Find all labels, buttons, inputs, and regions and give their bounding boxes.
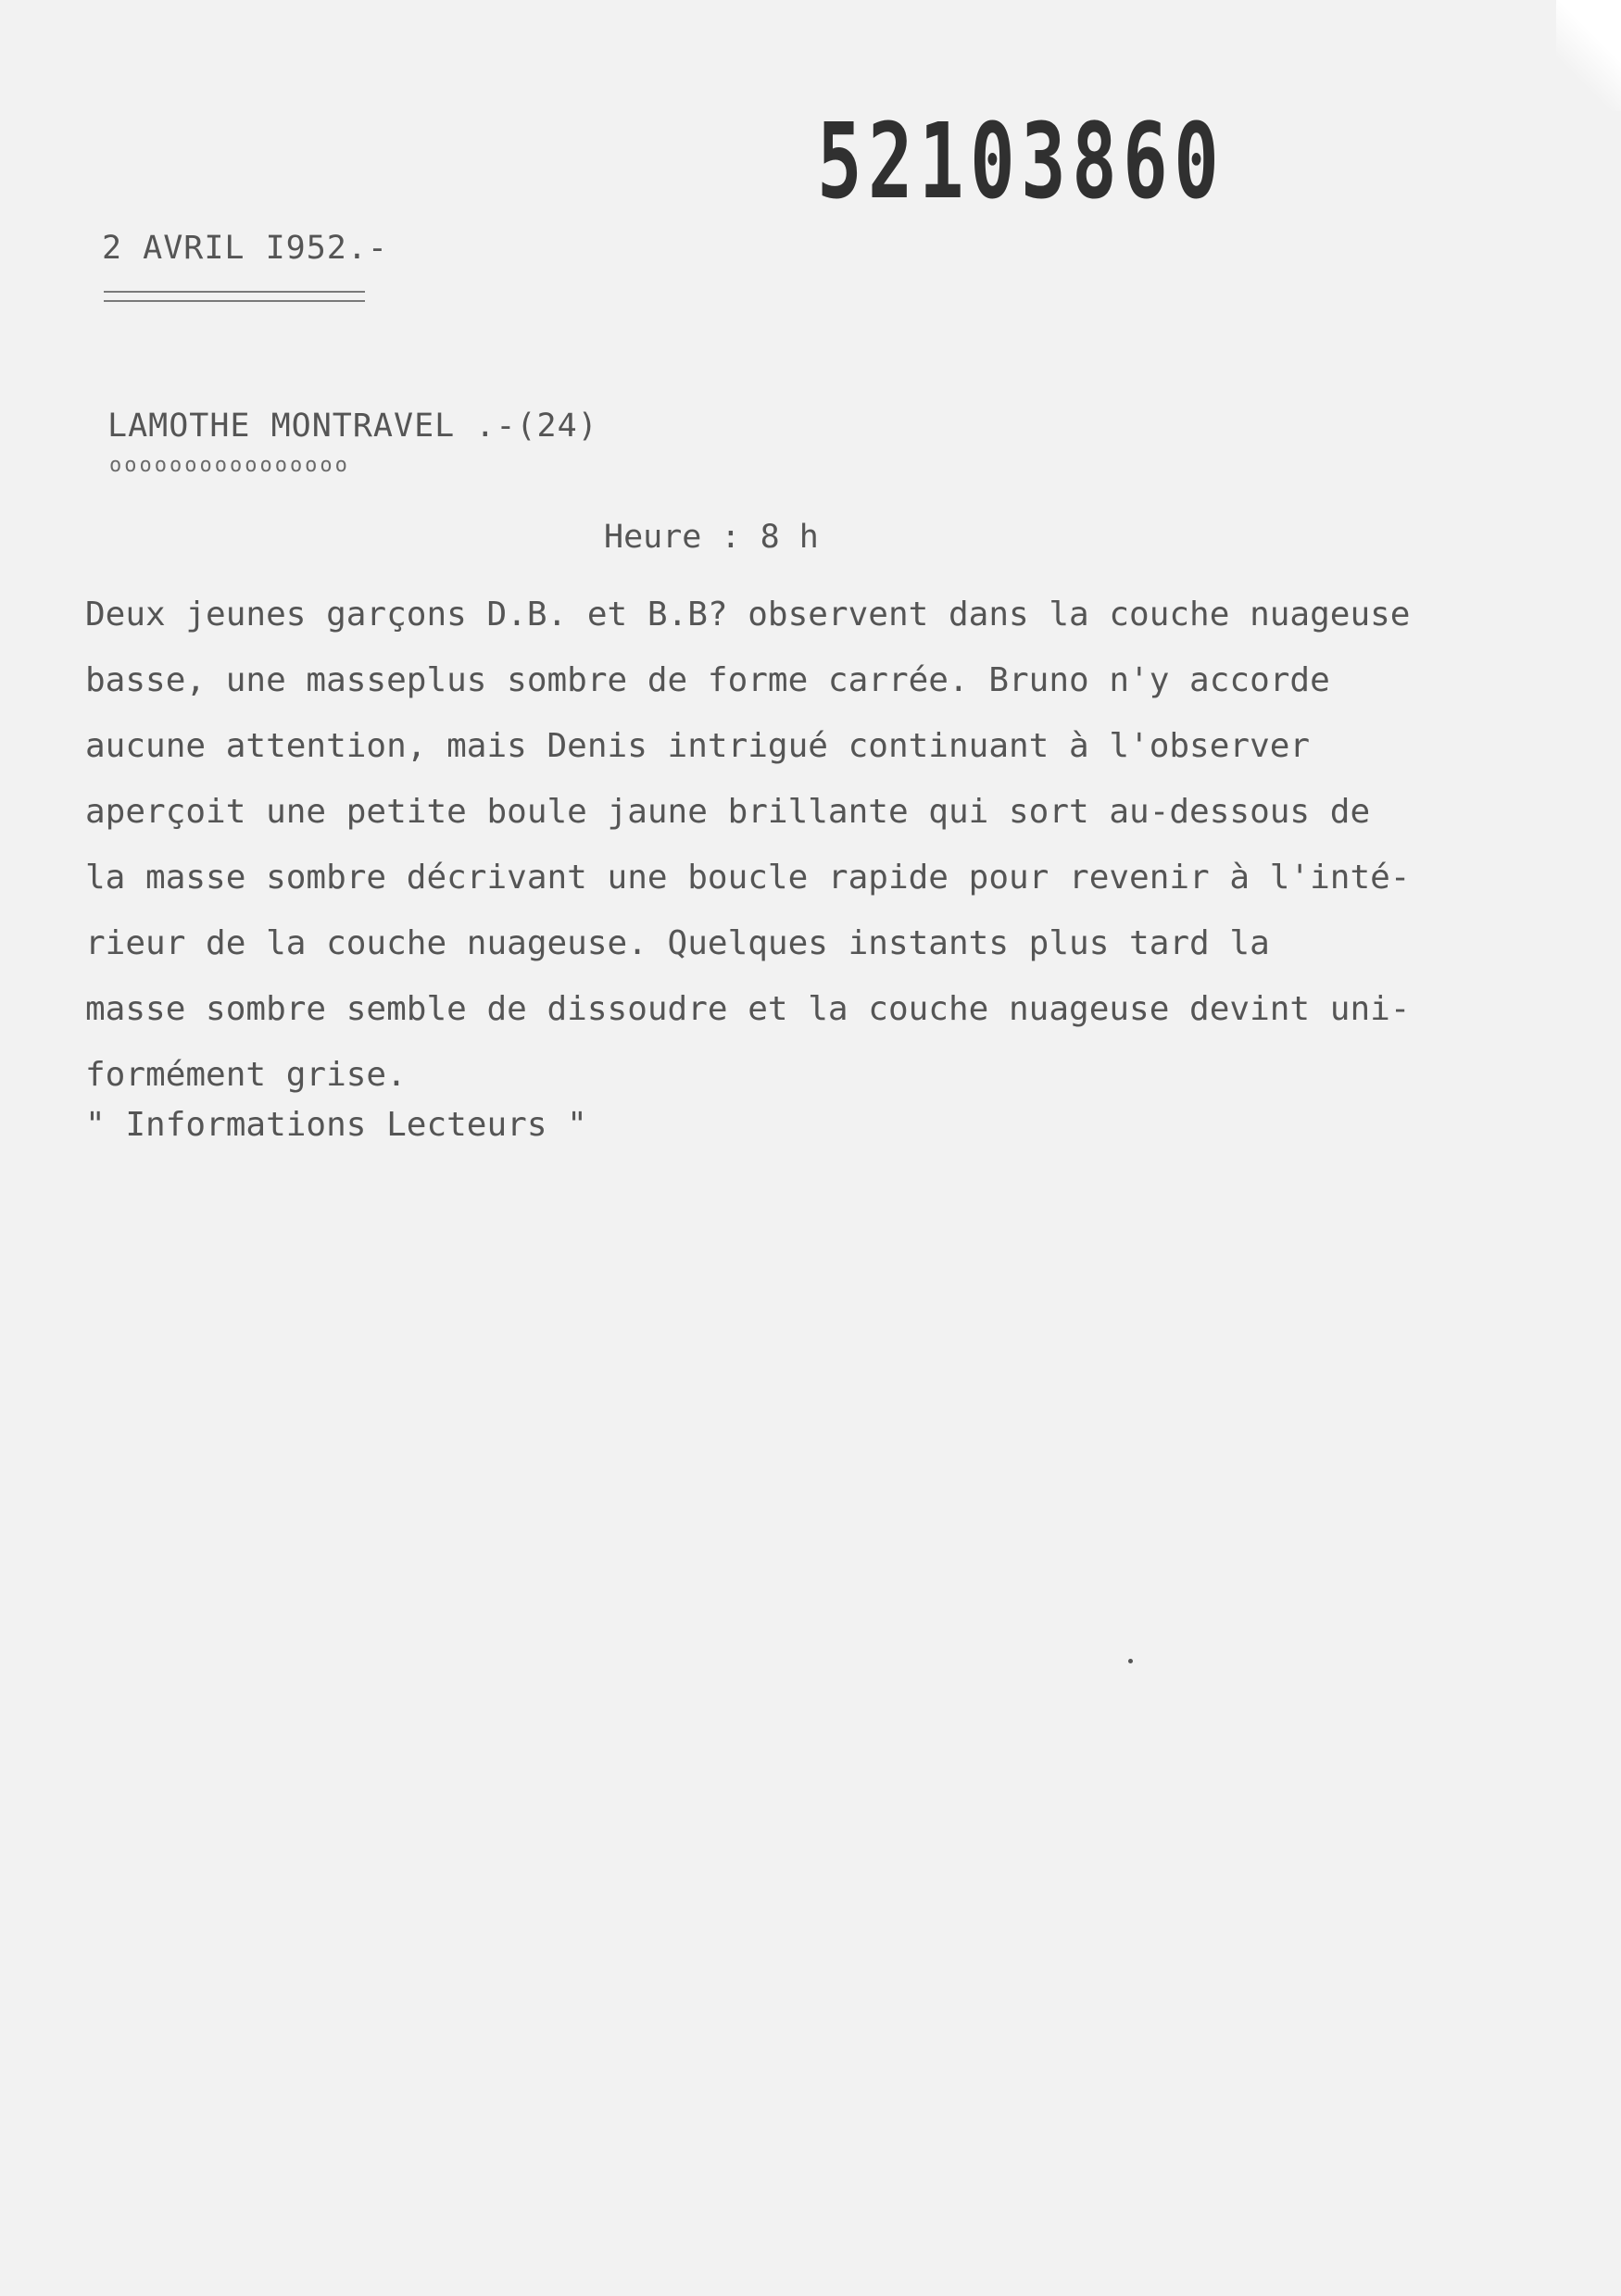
ink-speck bbox=[1128, 1659, 1133, 1663]
body-line: la masse sombre décrivant une boucle rapide pour revenir à l'inté- bbox=[85, 859, 1411, 897]
date-underline bbox=[104, 291, 365, 302]
observation-hour: Heure : 8 h bbox=[604, 519, 819, 556]
reference-number-stamp: 52103860 bbox=[817, 102, 1225, 222]
body-line: aucune attention, mais Denis intrigué continuant à l'observer bbox=[85, 727, 1311, 765]
body-line: masse sombre semble de dissoudre et la couche nuageuse devint uni- bbox=[85, 990, 1411, 1028]
body-line: basse, une masseplus sombre de forme carrée. Bruno n'y accorde bbox=[85, 661, 1330, 699]
document-date: 2 AVRIL I952.- bbox=[102, 230, 389, 267]
source-attribution: " Informations Lecteurs " bbox=[85, 1106, 587, 1144]
location-underline: oooooooooooooooo bbox=[109, 454, 350, 477]
body-line: rieur de la couche nuageuse. Quelques instants plus tard la bbox=[85, 924, 1270, 962]
body-line: aperçoit une petite boule jaune brillante qui sort au-dessous de bbox=[85, 793, 1371, 831]
report-body bbox=[85, 582, 1530, 1108]
body-line: Deux jeunes garçons D.B. et B.B? observent dans la couche nuageuse bbox=[85, 596, 1411, 634]
location-heading: LAMOTHE MONTRAVEL .-(24) bbox=[107, 408, 598, 445]
body-line: formément grise. bbox=[85, 1056, 407, 1094]
